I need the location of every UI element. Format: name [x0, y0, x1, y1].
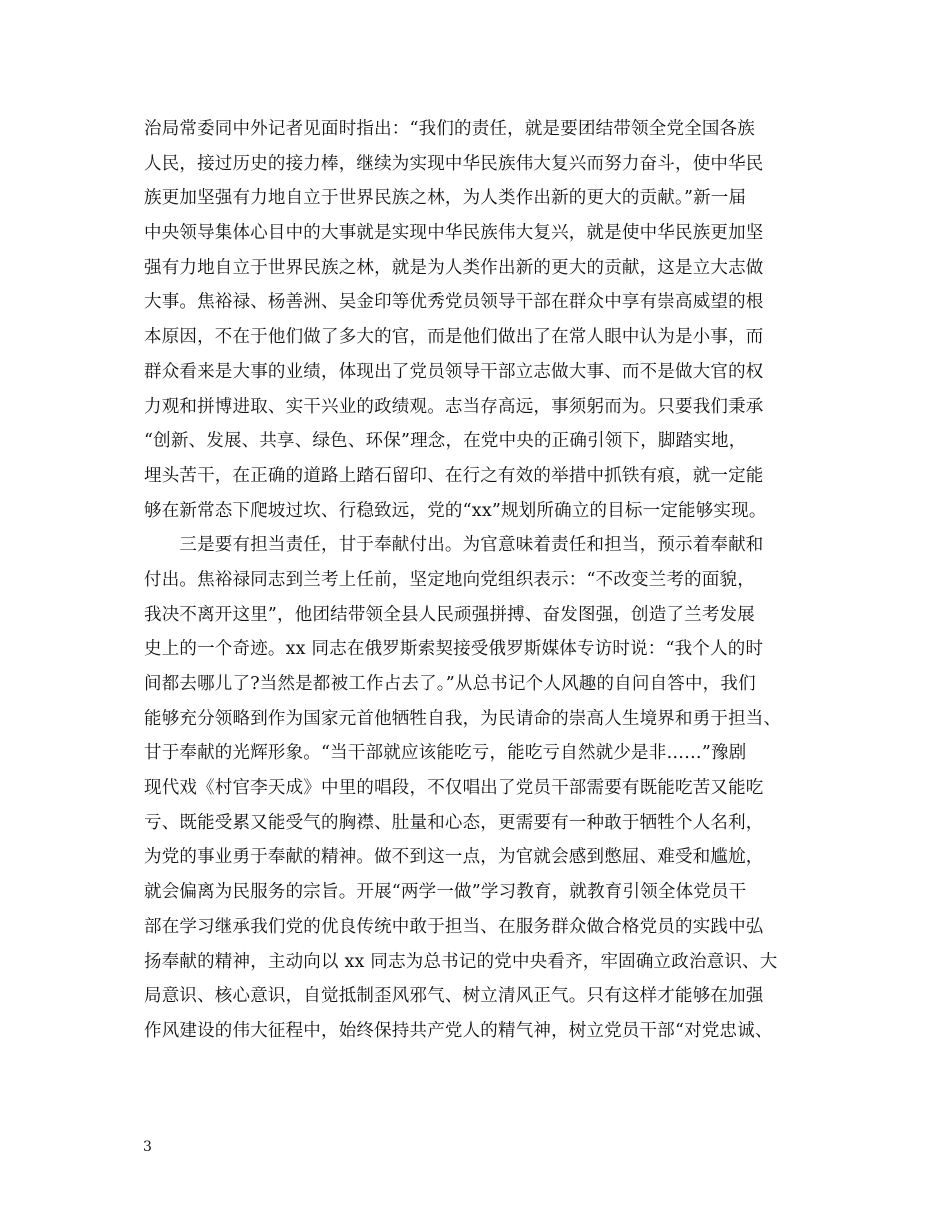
text-line: 能够充分领略到作为国家元首他牺牲自我，为民请命的崇高人生境界和勇于担当、	[144, 708, 782, 729]
text-line: 力观和拼博进取、实干兴业的政绩观。志当存高远，事须躬而为。只要我们秉承	[144, 396, 764, 417]
text-line: 中央领导集体心目中的大事就是实现中华民族伟大复兴，就是使中华民族更加坚	[144, 223, 764, 244]
text-line: 作风建设的伟大征程中，始终保持共产党人的精气神，树立党员干部“对党忠诚、	[144, 1020, 773, 1041]
text-line: 强有力地自立于世界民族之林，就是为人类作出新的更大的贡献，这是立大志做	[144, 257, 764, 278]
text-line: 人民，接过历史的接力棒，继续为实现中华民族伟大复兴而努力奋斗，使中华民	[144, 153, 764, 174]
text-line: 扬奉献的精神，主动向以 xx 同志为总书记的党中央看齐，牢固确立政治意识、大	[144, 951, 778, 972]
text-line: 部在学习继承我们党的优良传统中敢于担当、在服务群众做合格党员的实践中弘	[144, 916, 764, 937]
text-line: 埋头苦干，在正确的道路上踏石留印、在行之有效的举措中抓铁有痕，就一定能	[144, 465, 764, 486]
text-line: 群众看来是大事的业绩，体现出了党员领导干部立志做大事、而不是做大官的权	[144, 361, 764, 382]
text-line: 够在新常态下爬坡过坎、行稳致远，党的“xx”规划所确立的目标一定能够实现。	[144, 500, 767, 521]
text-line: 就会偏离为民服务的宗旨。开展“两学一做”学习教育，就教育引领全体党员干	[144, 882, 747, 903]
text-line: 史上的一个奇迹。xx 同志在俄罗斯索契接受俄罗斯媒体专访时说：“我个人的时	[144, 639, 764, 660]
text-line: 三是要有担当责任，甘于奉献付出。为官意味着责任和担当，预示着奉献和	[144, 535, 764, 556]
text-line: “创新、发展、共享、绿色、环保”理念，在党中央的正确引领下，脚踏实地，	[144, 431, 747, 452]
text-line: 付出。焦裕禄同志到兰考上任前，坚定地向党组织表示：“不改变兰考的面貌，	[144, 569, 755, 590]
body-text	[144, 112, 824, 1049]
text-line: 大事。焦裕禄、杨善洲、吴金印等优秀党员领导干部在群众中享有崇高威望的根	[144, 292, 764, 313]
text-line: 族更加坚强有力地自立于世界民族之林，为人类作出新的更大的贡献。”新一届	[144, 188, 747, 209]
text-line: 间都去哪儿了?当然是都被工作占去了。”从总书记个人风趣的自问自答中，我们	[144, 674, 756, 694]
text-line: 局意识、核心意识，自觉抵制歪风邪气、树立清风正气。只有这样才能够在加强	[144, 986, 764, 1007]
text-line: 亏、既能受累又能受气的胸襟、肚量和心态，更需要有一种敢于牺牲个人名利，	[144, 812, 764, 833]
text-line: 本原因，不在于他们做了多大的官，而是他们做出了在常人眼中认为是小事，而	[144, 327, 764, 348]
text-line: 甘于奉献的光辉形象。“当干部就应该能吃亏，能吃亏自然就少是非……”豫剧	[144, 743, 747, 764]
text-line: 为党的事业勇于奉献的精神。做不到这一点，为官就会感到憋屈、难受和尴尬，	[144, 847, 764, 868]
text-line: 现代戏《村官李天成》中里的唱段，不仅唱出了党员干部需要有既能吃苦又能吃	[144, 778, 764, 799]
page-number: 3	[143, 1139, 152, 1155]
text-line: 治局常委同中外记者见面时指出：“我们的责任，就是要团结带领全党全国各族	[144, 119, 755, 139]
text-line: 我决不离开这里”，他团结带领全县人民顽强拼搏、奋发图强，创造了兰考发展	[144, 604, 755, 625]
